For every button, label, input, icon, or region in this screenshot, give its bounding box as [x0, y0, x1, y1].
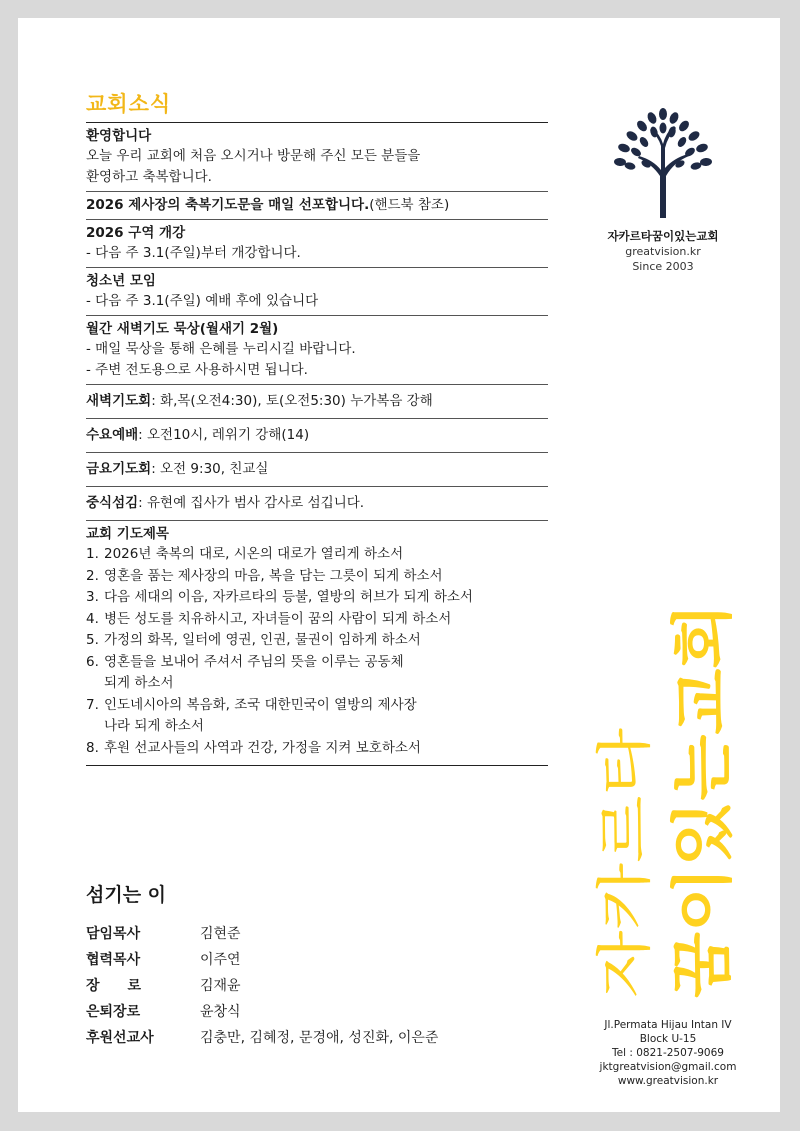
youth-line: - 다음 주 3.1(주일) 예배 후에 있습니다: [86, 293, 319, 309]
wednesday-block: [86, 419, 548, 453]
welcome-line: 오늘 우리 교회에 처음 오시거나 방문해 주신 모든 분들을: [86, 148, 421, 164]
news-title: 교회소식: [86, 92, 172, 116]
dawn-label: 새벽기도회: [86, 393, 152, 409]
wednesday-label: 수요예배: [86, 427, 139, 443]
list-item: 2. 영혼을 품는 제사장의 마음, 복을 담는 그릇이 되게 하소서: [86, 567, 443, 584]
prayer-heading: 교회 기도제목: [86, 526, 169, 542]
logo-church-name: 자카르타꿈이있는교회: [607, 229, 719, 243]
list-item: 5. 가정의 화목, 일터에 영권, 인권, 물권이 임하게 하소서: [86, 632, 421, 648]
logo-site: greatvision.kr: [625, 245, 701, 258]
monthly-block: [86, 316, 548, 385]
list-item: 8. 후원 선교사들의 사역과 건강, 가정을 지켜 보호하소서: [86, 739, 421, 756]
staff-title: 섬기는 이: [86, 884, 167, 906]
youth-heading: 청소년 모임: [86, 273, 156, 289]
prayer-list: [86, 544, 548, 759]
staff-row: 은퇴장로 윤창식: [86, 1004, 241, 1020]
church-address: [573, 1018, 763, 1088]
district-block: [86, 220, 548, 268]
vertical-church-name: [578, 598, 758, 1008]
prayer-block: [86, 521, 548, 766]
district-heading: 2026 구역 개강: [86, 225, 186, 241]
monthly-heading: 월간 새벽기도 묵상(월새기 2월): [86, 321, 279, 337]
lunch-label: 중식섬김: [86, 495, 139, 511]
list-item: 1. 2026년 축복의 대로, 시온의 대로가 열리게 하소서: [86, 546, 404, 562]
lunch-block: [86, 487, 548, 521]
lunch-text: : 유현예 집사가 범사 감사로 섬깁니다.: [138, 495, 365, 511]
monthly-line: - 매일 묵상을 통해 은혜를 누리시길 바랍니다.: [86, 341, 356, 357]
friday-block: [86, 453, 548, 487]
staff-row: 후원선교사 김충만, 김혜정, 문경애, 성진화, 이은준: [86, 1030, 439, 1046]
bulletin-page: [18, 18, 780, 1112]
district-line: - 다음 주 3.1(주일)부터 개강합니다.: [86, 245, 301, 261]
vertical-name-part-2: 꿈이있는교회: [666, 638, 739, 998]
welcome-heading: 환영합니다: [86, 128, 152, 144]
declaration-note: (핸드북 참조): [369, 197, 450, 213]
list-item: 6. 영혼들을 보내어 주셔서 주님의 뜻을 이루는 공동체 되게 하소서: [86, 653, 404, 691]
list-item: 4. 병든 성도를 치유하시고, 자녀들이 꿈의 사람이 되게 하소서: [86, 610, 452, 627]
declaration-text: 2026 제사장의 축복기도문을 매일 선포합니다.: [86, 197, 370, 213]
staff-section: [86, 880, 546, 1051]
address-phone: Tel : 0821-2507-9069: [612, 1047, 724, 1059]
declaration-block: [86, 192, 548, 220]
list-item: 7. 인도네시아의 복음화, 조국 대한민국이 열방의 제사장 나라 되게 하소서: [86, 696, 417, 734]
staff-row: 담임목사 김현준: [86, 926, 241, 942]
friday-label: 금요기도회: [86, 461, 152, 477]
welcome-line: 환영하고 축복합니다.: [86, 169, 212, 185]
monthly-line: - 주변 전도용으로 사용하시면 됩니다.: [86, 362, 308, 378]
staff-row: 협력목사 이주연: [86, 952, 241, 968]
tree-icon: [608, 106, 718, 218]
staff-row: 장 로 김재윤: [86, 978, 241, 994]
church-logo: [578, 106, 748, 274]
welcome-block: [86, 123, 548, 192]
friday-text: : 오전 9:30, 친교실: [151, 461, 269, 477]
address-website: www.greatvision.kr: [617, 1075, 719, 1087]
church-news: [86, 88, 548, 766]
dawn-prayer-block: [86, 385, 548, 419]
vertical-name-part-1: 자카르타: [593, 781, 658, 998]
wednesday-text: : 오전10시, 레위기 강해(14): [138, 427, 310, 443]
address-email: jktgreatvision@gmail.com: [599, 1061, 737, 1073]
address-line: Block U-15: [639, 1033, 697, 1045]
list-item: 3. 다음 세대의 이음, 자카르타의 등불, 열방의 허브가 되게 하소서: [86, 589, 473, 605]
address-line: Jl.Permata Hijau Intan IV: [604, 1019, 732, 1031]
logo-since: Since 2003: [632, 260, 694, 273]
dawn-text: : 화,목(오전4:30), 토(오전5:30) 누가복음 강해: [151, 393, 433, 409]
youth-block: [86, 268, 548, 316]
